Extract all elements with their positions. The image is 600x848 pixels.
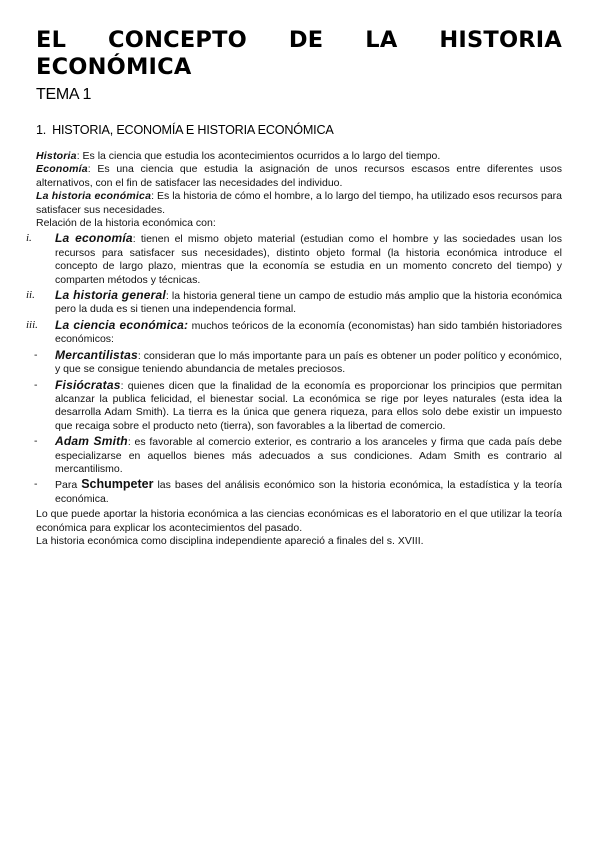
document-title [36, 27, 562, 81]
school-term: Fisiócratas [55, 377, 121, 392]
schools-list [36, 349, 562, 506]
school-text: : consideran que lo más importante para un país es obtener un poder político y económico, y que se consigue teniendo abundancia de metales preciosos. [55, 349, 562, 376]
list-item [26, 317, 562, 347]
list-dash: - [34, 348, 38, 361]
closing-paragraph: Lo que puede aportar la historia económica a las ciencias económicas es el laboratorio en el que utilizar la teoría económica para explicar los acontecimientos del pasado. [36, 508, 562, 534]
list-item [26, 231, 562, 287]
title-word: HISTORIA [439, 27, 562, 53]
list-item [36, 435, 562, 476]
relation-text: : tienen el mismo objeto material (estudian como el hombre y las sociedades usan los recursos para satisfacer sus necesidades), distinto objeto formal (la historia económica introduce el concepto de largo plazo, mientras que la economía se estudia en un momento concreto del tiempo) y comparten métodos y técnicas. [55, 233, 562, 286]
title-word: LA [365, 27, 398, 53]
list-marker: i. [26, 232, 32, 245]
title-line-2: ECONÓMICA [36, 54, 192, 80]
title-line-1 [36, 27, 562, 54]
definition-text: : Es la ciencia que estudia los acontecimientos ocurridos a lo largo del tiempo. [76, 150, 441, 162]
schumpeter-prefix: Para [55, 479, 82, 492]
list-dash: - [34, 378, 38, 391]
schumpeter-text: las bases del análisis económico son la historia económica, la estadística y la teoría económica. [55, 479, 562, 505]
definition-economia [36, 163, 562, 190]
definition-term: Historia [36, 150, 77, 162]
section-title: HISTORIA, ECONOMÍA E HISTORIA ECONÓMICA [52, 123, 334, 137]
list-dash: - [34, 478, 38, 491]
list-item [36, 349, 562, 377]
list-item [36, 379, 562, 434]
definition-historia [36, 150, 562, 163]
relations-intro: Relación de la historia económica con: [36, 217, 216, 230]
list-dash: - [34, 435, 38, 448]
school-term: Mercantilistas [55, 347, 138, 362]
section-number: 1. [36, 123, 47, 137]
list-marker: ii. [26, 289, 35, 302]
list-marker: iii. [26, 318, 38, 331]
definition-text: : Es una ciencia que estudia la asignación de unos recursos escasos entre diferentes usos alternativos, con el fin de satisfacer las necesidades del individuo. [36, 163, 562, 189]
definition-term: Economía [36, 163, 88, 176]
document-body [26, 150, 562, 548]
school-text: : es favorable al comercio exterior, es contrario a los aranceles y firma que cada país debe especializarse en aquellos bienes más adecuados a sus condiciones. Adam Smith es contrario al mercantilismo. [55, 436, 562, 475]
relation-text: muchos teóricos de la economía (economistas) han sido también historiadores económicos: [55, 319, 562, 346]
section-heading [36, 122, 334, 138]
relation-term: La ciencia económica: [55, 317, 189, 332]
school-text: : quienes dicen que la finalidad de la economía es proporcionar los principios que permitan alcanzar la publica felicidad, el bienestar social. La económica se rige por leyes naturales (esta idea la desarrolla Adam Smith). La tierra es la única que genera riqueza, para ellos solo debe existir un impuesto que recaiga sobre el producto neto (tierra), son favorables a la libertad de comercio. [55, 379, 562, 432]
document-subtitle: TEMA 1 [36, 86, 92, 103]
definition-text: : Es la historia de cómo el hombre, a lo largo del tiempo, ha utilizado esos recursos para satisfacer sus necesidades. [36, 190, 562, 216]
definition-historia-economica [36, 190, 562, 217]
list-item [36, 478, 562, 506]
title-word: EL [36, 27, 67, 53]
relation-term: La historia general [55, 288, 166, 303]
school-term: Adam Smith [55, 434, 128, 449]
title-word: CONCEPTO [108, 27, 247, 53]
relation-text: : la historia general tiene un campo de estudio más amplio que la historia económica pero la duda es si tienen una independencia formal. [55, 290, 562, 316]
list-item [26, 288, 562, 317]
closing-paragraph: La historia económica como disciplina independiente apareció a finales del s. XVIII. [36, 534, 424, 547]
relations-list [26, 231, 562, 346]
title-word: DE [288, 27, 324, 53]
schumpeter-name: Schumpeter [81, 477, 154, 492]
relation-term: La economía [55, 231, 133, 246]
definition-term: La historia económica [36, 190, 152, 203]
